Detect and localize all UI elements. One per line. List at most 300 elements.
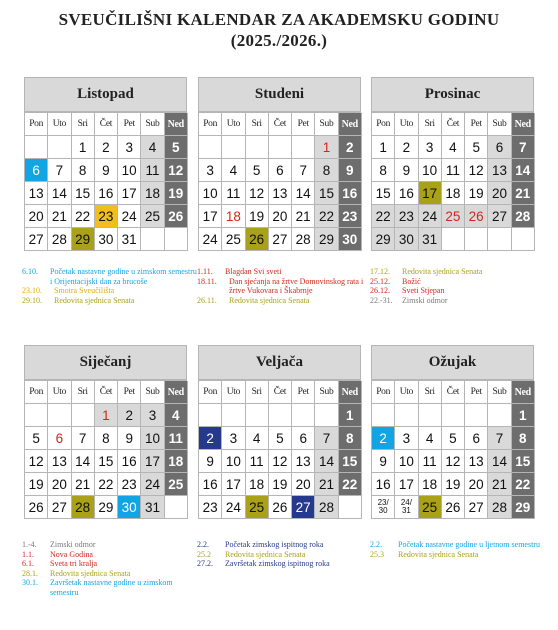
weekday-header: Ned: [165, 113, 188, 136]
day-cell: 4: [442, 136, 465, 159]
day-cell: 4: [222, 159, 245, 182]
empty-day-cell: [269, 404, 292, 427]
day-cell: 23: [339, 205, 362, 228]
day-cell: 22: [372, 205, 395, 228]
note-date: 27.2.: [197, 559, 213, 568]
weekday-header: Pet: [292, 381, 315, 404]
day-cell: 21: [292, 205, 315, 228]
empty-day-cell: [246, 136, 269, 159]
note-date: 25.12.: [370, 276, 390, 286]
day-cell: 7: [512, 136, 535, 159]
day-cell: 23: [118, 473, 141, 496]
note-date: 28.1.: [22, 568, 38, 578]
empty-day-cell: [339, 496, 362, 519]
month-name: Studeni: [198, 77, 361, 112]
note-date: 1.1.: [22, 549, 34, 559]
day-cell: 14: [488, 450, 511, 473]
empty-day-cell: [165, 228, 188, 251]
day-cell: 21: [315, 473, 338, 496]
day-cell: 9: [95, 159, 118, 182]
note-item: [22, 559, 198, 569]
day-cell: 2: [199, 427, 222, 450]
day-cell: 7: [292, 159, 315, 182]
day-cell: 31: [141, 496, 164, 519]
month-notes: [22, 267, 198, 305]
day-cell: 15: [315, 182, 338, 205]
day-cell: 8: [72, 159, 95, 182]
month-name: Siječanj: [24, 345, 187, 380]
day-cell: 22: [72, 205, 95, 228]
day-cell: 6: [25, 159, 48, 182]
day-cell: 17: [118, 182, 141, 205]
day-cell: 25: [222, 228, 245, 251]
day-cell: 18: [246, 473, 269, 496]
day-cell: 15: [95, 450, 118, 473]
weekday-header: Sri: [72, 113, 95, 136]
day-cell: 27: [269, 228, 292, 251]
day-number-bottom: 30: [378, 506, 388, 515]
month-grid: [24, 112, 187, 251]
day-cell: 25: [165, 473, 188, 496]
weekday-header: Sri: [72, 381, 95, 404]
weekday-header: Pon: [372, 381, 395, 404]
day-cell: 26: [465, 205, 488, 228]
day-cell: 14: [512, 159, 535, 182]
weekday-header: Sub: [315, 381, 338, 404]
empty-day-cell: [372, 404, 395, 427]
month-1: [24, 77, 187, 251]
day-cell: 14: [48, 182, 71, 205]
month-4: [24, 345, 187, 519]
note-text: Početak nastavne godine u zimskom semestru i Orijentacijski dan za brucoše: [50, 267, 197, 286]
day-cell: 20: [48, 473, 71, 496]
day-cell: 18: [141, 182, 164, 205]
empty-day-cell: [72, 404, 95, 427]
day-cell: 22: [339, 473, 362, 496]
day-cell: 4: [419, 427, 442, 450]
day-cell: [372, 496, 395, 519]
weekday-header: Pon: [199, 381, 222, 404]
weekday-header: Pon: [25, 381, 48, 404]
month-5: [198, 345, 361, 519]
day-cell: 22: [512, 473, 535, 496]
day-cell: 26: [246, 228, 269, 251]
day-cell: 26: [25, 496, 48, 519]
day-cell: 15: [339, 450, 362, 473]
day-cell: 6: [488, 136, 511, 159]
day-cell: 19: [269, 473, 292, 496]
note-item: [370, 540, 546, 550]
day-cell: 3: [419, 136, 442, 159]
weekday-header: Uto: [395, 381, 418, 404]
note-text: Završetak nastavne godine u zimskom semestru: [50, 578, 173, 597]
day-cell: 27: [465, 496, 488, 519]
empty-day-cell: [442, 228, 465, 251]
note-item: [197, 550, 373, 560]
note-text: Sveta tri kralja: [50, 559, 98, 568]
weekday-header: Ned: [512, 381, 535, 404]
empty-day-cell: [488, 228, 511, 251]
day-cell: 28: [292, 228, 315, 251]
day-cell: 20: [25, 205, 48, 228]
note-date: 26.11.: [197, 295, 217, 305]
day-cell: 15: [72, 182, 95, 205]
day-cell: 26: [165, 205, 188, 228]
note-text: Početak nastavne godine u ljetnom semestru: [398, 540, 540, 549]
day-cell: 23: [95, 205, 118, 228]
day-cell: 4: [141, 136, 164, 159]
day-cell: 31: [118, 228, 141, 251]
note-text: Nova Godina: [50, 549, 93, 559]
day-cell: 13: [292, 450, 315, 473]
day-cell: 5: [165, 136, 188, 159]
weekday-header: Čet: [95, 113, 118, 136]
month-6: [371, 345, 534, 519]
weekday-header: Čet: [95, 381, 118, 404]
empty-day-cell: [395, 404, 418, 427]
day-cell: 7: [48, 159, 71, 182]
month-2: [198, 77, 361, 251]
note-item: [197, 277, 373, 296]
day-cell: 17: [222, 473, 245, 496]
day-cell: 16: [95, 182, 118, 205]
day-cell: 28: [315, 496, 338, 519]
weekday-header: Sub: [315, 113, 338, 136]
weekday-header: Pet: [292, 113, 315, 136]
day-cell: 20: [269, 205, 292, 228]
weekday-header: Čet: [442, 113, 465, 136]
day-cell: 9: [199, 450, 222, 473]
day-cell: 9: [118, 427, 141, 450]
day-cell: 17: [199, 205, 222, 228]
empty-day-cell: [442, 404, 465, 427]
day-cell: 10: [395, 450, 418, 473]
note-date: 26.12.: [370, 286, 390, 295]
day-cell: 18: [222, 205, 245, 228]
empty-day-cell: [315, 404, 338, 427]
day-cell: 24: [222, 496, 245, 519]
note-date: 1.11.: [197, 267, 213, 276]
weekday-header: Ned: [512, 113, 535, 136]
weekday-header: Pet: [465, 381, 488, 404]
note-item: [370, 267, 546, 277]
month-grid: [198, 380, 361, 519]
empty-day-cell: [292, 404, 315, 427]
day-cell: 27: [48, 496, 71, 519]
day-cell: 3: [141, 404, 164, 427]
empty-day-cell: [222, 404, 245, 427]
empty-day-cell: [419, 404, 442, 427]
day-cell: 12: [465, 159, 488, 182]
day-cell: 1: [315, 136, 338, 159]
month-name: Ožujak: [371, 345, 534, 380]
page-title: [0, 9, 558, 51]
day-cell: 16: [395, 182, 418, 205]
day-cell: 19: [442, 473, 465, 496]
day-cell: 14: [72, 450, 95, 473]
day-cell: 19: [465, 182, 488, 205]
weekday-header: Ned: [165, 381, 188, 404]
day-cell: 19: [246, 205, 269, 228]
weekday-header: Pon: [25, 113, 48, 136]
day-cell: 25: [141, 205, 164, 228]
empty-day-cell: [48, 136, 71, 159]
empty-day-cell: [465, 404, 488, 427]
day-cell: 8: [372, 159, 395, 182]
day-cell: 4: [165, 404, 188, 427]
page-title-line1: SVEUČILIŠNI KALENDAR ZA AKADEMSKU GODINU: [58, 10, 500, 29]
day-cell: 25: [419, 496, 442, 519]
note-text: Redovita sjednica Senata: [225, 549, 306, 559]
empty-day-cell: [165, 496, 188, 519]
note-text: Redovita sjednica Senata: [229, 295, 310, 305]
note-date: 30.1.: [22, 578, 38, 587]
day-number-top: 24/: [400, 497, 412, 507]
day-cell: 25: [246, 496, 269, 519]
day-cell: 1: [512, 404, 535, 427]
note-date: 1.-4.: [22, 540, 37, 549]
day-cell: 23: [395, 205, 418, 228]
note-item: [22, 540, 198, 550]
day-cell: 24: [199, 228, 222, 251]
weekday-header: Uto: [48, 381, 71, 404]
note-date: 17.12.: [370, 267, 390, 276]
weekday-header: Pet: [118, 113, 141, 136]
empty-day-cell: [25, 404, 48, 427]
day-cell: 6: [465, 427, 488, 450]
page-title-line2: (2025./2026.): [230, 31, 328, 50]
note-date: 2.2.: [197, 540, 209, 549]
day-cell: 2: [118, 404, 141, 427]
day-cell: 11: [419, 450, 442, 473]
empty-day-cell: [25, 136, 48, 159]
note-date: 23.10.: [22, 286, 42, 295]
day-cell: 24: [118, 205, 141, 228]
day-cell: 23: [199, 496, 222, 519]
day-cell: 7: [315, 427, 338, 450]
weekday-header: Sub: [488, 381, 511, 404]
day-cell: 11: [165, 427, 188, 450]
day-cell: 27: [25, 228, 48, 251]
day-cell: 2: [372, 427, 395, 450]
day-cell: 13: [25, 182, 48, 205]
weekday-header: Sub: [488, 113, 511, 136]
day-cell: 12: [269, 450, 292, 473]
note-date: 18.11.: [197, 276, 217, 286]
day-cell: 12: [165, 159, 188, 182]
day-cell: 21: [72, 473, 95, 496]
note-item: [197, 267, 373, 277]
day-cell: 26: [269, 496, 292, 519]
empty-day-cell: [48, 404, 71, 427]
day-cell: 18: [165, 450, 188, 473]
day-cell: 8: [339, 427, 362, 450]
day-cell: 6: [292, 427, 315, 450]
day-cell: 13: [269, 182, 292, 205]
note-text: Blagdan Svi sveti: [225, 267, 282, 276]
note-item: [197, 559, 373, 569]
month-notes: [197, 267, 373, 305]
note-text: Redovita sjednica Senata: [50, 568, 131, 578]
day-cell: 29: [372, 228, 395, 251]
note-text: Početak zimskog ispitnog roka: [225, 540, 324, 549]
day-cell: 5: [25, 427, 48, 450]
day-cell: 10: [118, 159, 141, 182]
weekday-header: Pet: [465, 113, 488, 136]
day-cell: 8: [512, 427, 535, 450]
day-cell: 8: [95, 427, 118, 450]
day-cell: 3: [395, 427, 418, 450]
month-name: Listopad: [24, 77, 187, 112]
day-cell: 12: [246, 182, 269, 205]
month-notes: [370, 267, 546, 305]
day-cell: 3: [199, 159, 222, 182]
note-text: Redovita sjednica Senata: [402, 267, 483, 276]
day-cell: 27: [292, 496, 315, 519]
weekday-header: Čet: [269, 113, 292, 136]
day-number-bottom: 31: [401, 506, 411, 515]
month-notes: [22, 540, 198, 597]
day-cell: 4: [246, 427, 269, 450]
day-cell: 12: [25, 450, 48, 473]
weekday-header: Ned: [339, 113, 362, 136]
day-cell: 19: [25, 473, 48, 496]
day-cell: 14: [315, 450, 338, 473]
note-text: Redovita sjednica Senata: [54, 295, 135, 305]
day-cell: 10: [199, 182, 222, 205]
month-grid: [371, 380, 534, 519]
day-cell: 7: [488, 427, 511, 450]
day-cell: 18: [442, 182, 465, 205]
day-cell: 18: [419, 473, 442, 496]
note-text: Božić: [402, 276, 421, 286]
day-cell: 11: [141, 159, 164, 182]
day-cell: 11: [442, 159, 465, 182]
day-cell: 6: [48, 427, 71, 450]
day-cell: 15: [512, 450, 535, 473]
day-cell: 20: [465, 473, 488, 496]
month-grid: [198, 112, 361, 251]
day-cell: 9: [395, 159, 418, 182]
note-item: [22, 569, 198, 579]
month-notes: [370, 540, 546, 559]
note-text: Smotra Sveučilišta: [54, 286, 115, 295]
day-cell: 22: [315, 205, 338, 228]
day-cell: 2: [395, 136, 418, 159]
day-cell: 28: [72, 496, 95, 519]
day-cell: 14: [292, 182, 315, 205]
day-cell: 29: [72, 228, 95, 251]
day-cell: 12: [442, 450, 465, 473]
day-number-top: 23/: [377, 497, 389, 507]
empty-day-cell: [222, 136, 245, 159]
day-cell: 13: [48, 450, 71, 473]
note-item: [22, 286, 198, 296]
note-item: [22, 578, 198, 597]
weekday-header: Ned: [339, 381, 362, 404]
day-cell: 30: [95, 228, 118, 251]
day-cell: 10: [141, 427, 164, 450]
day-cell: 17: [395, 473, 418, 496]
note-date: 22.-31.: [370, 295, 393, 305]
day-cell: 21: [512, 182, 535, 205]
day-cell: 19: [165, 182, 188, 205]
weekday-header: Sri: [246, 381, 269, 404]
day-cell: 2: [339, 136, 362, 159]
day-cell: 2: [95, 136, 118, 159]
note-item: [22, 267, 198, 286]
month-notes: [197, 540, 373, 569]
day-cell: 16: [339, 182, 362, 205]
empty-day-cell: [199, 136, 222, 159]
day-cell: 16: [199, 473, 222, 496]
note-item: [22, 550, 198, 560]
day-cell: 8: [315, 159, 338, 182]
day-cell: 7: [72, 427, 95, 450]
month-3: [371, 77, 534, 251]
day-cell: 5: [465, 136, 488, 159]
day-cell: 1: [95, 404, 118, 427]
empty-day-cell: [512, 228, 535, 251]
note-date: 25.3: [370, 549, 384, 559]
day-cell: 28: [488, 496, 511, 519]
note-item: [370, 277, 546, 287]
day-cell: 1: [372, 136, 395, 159]
weekday-header: Čet: [442, 381, 465, 404]
note-text: Zimski odmor: [402, 295, 448, 305]
note-date: 25.2: [197, 549, 211, 559]
day-cell: 22: [95, 473, 118, 496]
note-item: [370, 296, 546, 306]
day-cell: 24: [141, 473, 164, 496]
empty-day-cell: [269, 136, 292, 159]
day-cell: 16: [372, 473, 395, 496]
day-cell: 20: [488, 182, 511, 205]
day-cell: 30: [395, 228, 418, 251]
day-cell: 30: [118, 496, 141, 519]
day-cell: 6: [269, 159, 292, 182]
day-cell: 5: [442, 427, 465, 450]
note-text: Završetak zimskog ispitnog roka: [225, 559, 330, 568]
note-item: [370, 286, 546, 296]
empty-day-cell: [246, 404, 269, 427]
weekday-header: Pet: [118, 381, 141, 404]
day-cell: 5: [269, 427, 292, 450]
day-cell: 20: [292, 473, 315, 496]
day-cell: 11: [222, 182, 245, 205]
day-cell: 17: [141, 450, 164, 473]
day-cell: 26: [442, 496, 465, 519]
day-cell: 28: [48, 228, 71, 251]
day-cell: 3: [118, 136, 141, 159]
day-cell: 5: [246, 159, 269, 182]
note-date: 2.2.: [370, 540, 382, 549]
day-cell: 28: [512, 205, 535, 228]
month-name: Prosinac: [371, 77, 534, 112]
note-text: Redovita sjednica Senata: [398, 549, 479, 559]
weekday-header: Pon: [372, 113, 395, 136]
note-date: 6.10.: [22, 267, 38, 276]
note-item: [197, 296, 373, 306]
day-cell: 30: [339, 228, 362, 251]
weekday-header: Pon: [199, 113, 222, 136]
weekday-header: Uto: [48, 113, 71, 136]
note-item: [197, 540, 373, 550]
weekday-header: Sub: [141, 381, 164, 404]
note-item: [22, 296, 198, 306]
empty-day-cell: [141, 228, 164, 251]
day-cell: 17: [419, 182, 442, 205]
